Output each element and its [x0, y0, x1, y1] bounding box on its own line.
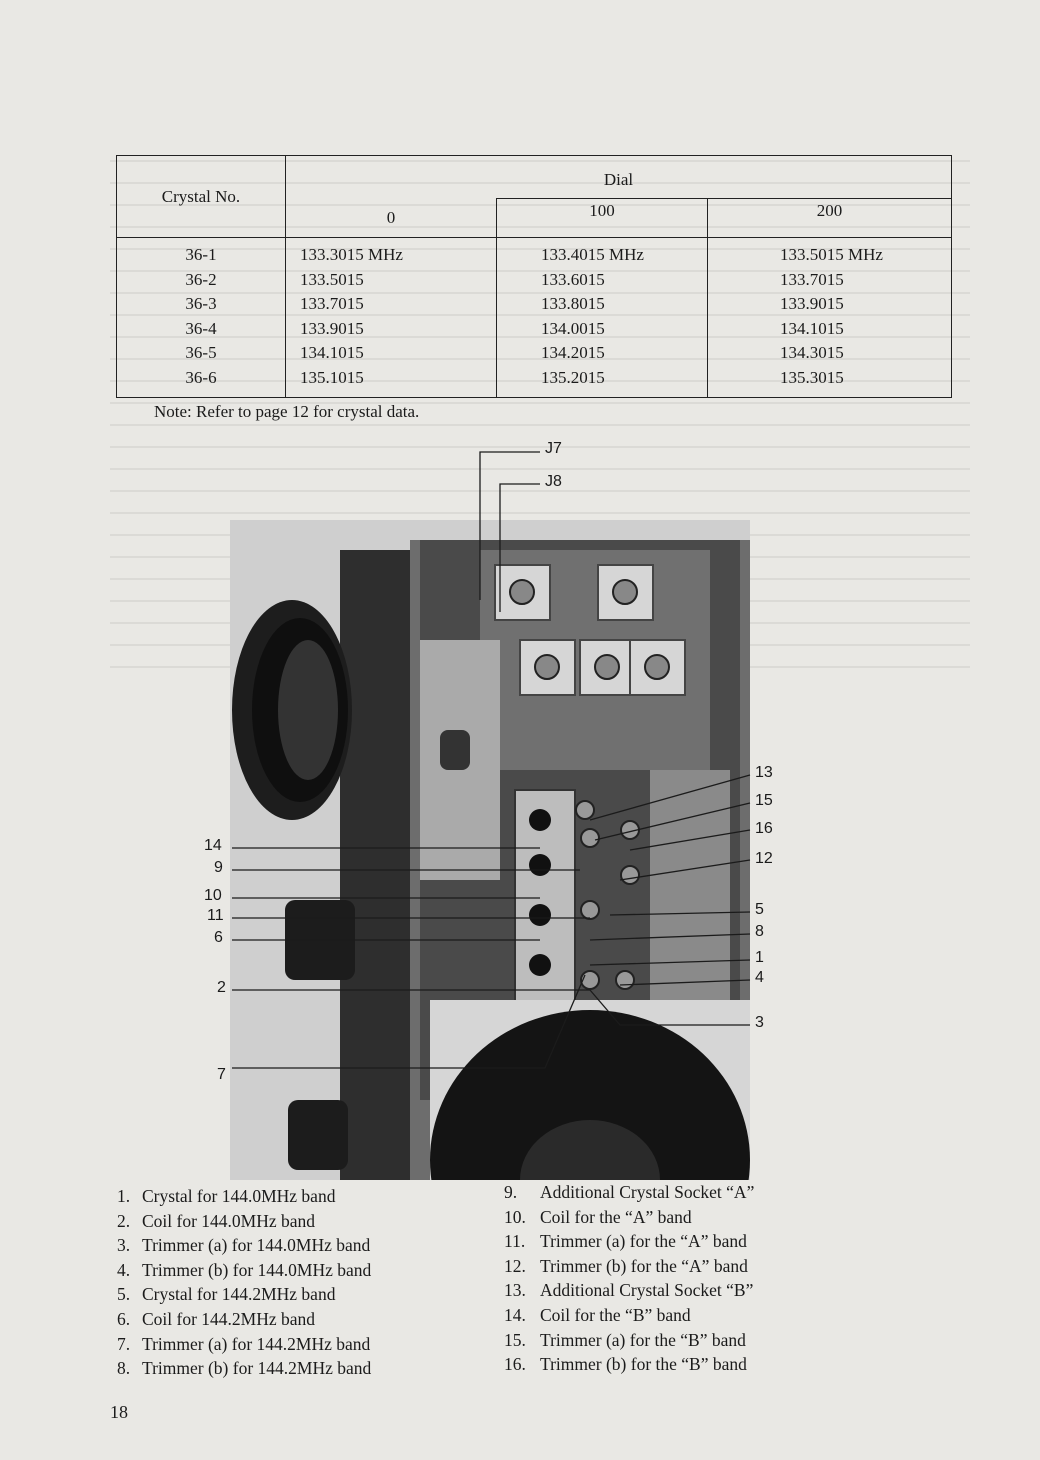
list-item: 9. Additional Crystal Socket “A”	[504, 1182, 755, 1202]
list-item: 6. Coil for 144.2MHz band	[117, 1308, 316, 1329]
main-tuning-knob	[232, 600, 352, 820]
table-cell: 133.6015	[541, 269, 605, 289]
table-cell: 135.3015	[780, 367, 844, 387]
crystal-header: Crystal No.	[117, 156, 286, 238]
list-item: 8. Trimmer (b) for 144.2MHz band	[117, 1358, 372, 1379]
label-8: 8	[755, 923, 764, 940]
table-cell: 36-2	[185, 269, 217, 289]
table-cell: 134.1015	[300, 343, 364, 362]
label-6: 6	[214, 929, 223, 946]
list-item: 2. Coil for 144.0MHz band	[117, 1210, 316, 1231]
crystal-number-column	[117, 238, 286, 398]
table-cell: 133.3015 MHz	[300, 245, 403, 264]
table-cell: 134.1015	[780, 318, 844, 338]
table-cell: 133.5015	[300, 269, 364, 289]
label-j8: J8	[545, 473, 562, 490]
table-cell: 36-3	[185, 294, 217, 313]
table-cell: 134.3015	[780, 343, 844, 362]
label-15: 15	[755, 792, 773, 809]
list-item: 4. Trimmer (b) for 144.0MHz band	[117, 1259, 372, 1280]
table-cell: 134.2015	[541, 343, 605, 362]
dial-200-column	[708, 238, 952, 398]
transceiver-interior-photo	[230, 520, 750, 1180]
table-cell: 135.2015	[541, 367, 605, 387]
label-13: 13	[755, 764, 773, 781]
label-4: 4	[755, 969, 764, 986]
list-item: 12. Trimmer (b) for the “A” band	[504, 1255, 748, 1276]
label-3: 3	[755, 1014, 764, 1031]
dial-0-column	[286, 238, 497, 398]
label-1: 1	[755, 949, 764, 966]
dial-col-100: 100	[497, 199, 708, 238]
table-cell: 133.9015	[300, 318, 364, 338]
table-cell: 133.7015	[780, 269, 844, 289]
parts-legend-left	[117, 1184, 371, 1381]
label-11: 11	[207, 907, 224, 924]
list-item: 7. Trimmer (a) for 144.2MHz band	[117, 1333, 371, 1354]
label-9: 9	[214, 859, 223, 876]
list-item: 10. Coil for the “A” band	[504, 1206, 692, 1227]
parts-legend-right	[504, 1180, 754, 1377]
label-10: 10	[204, 887, 222, 904]
list-item: 14. Coil for the “B” band	[504, 1304, 691, 1325]
table-cell: 133.9015	[780, 294, 844, 313]
table-cell: 36-4	[185, 318, 217, 338]
table-cell: 134.0015	[541, 318, 605, 338]
table-cell: 135.1015	[300, 367, 364, 387]
dial-col-0: 0	[286, 199, 497, 238]
dial-header: Dial	[286, 156, 952, 199]
table-cell: 133.4015 MHz	[541, 245, 644, 264]
crystal-frequency-table	[116, 155, 952, 398]
table-cell: 36-6	[185, 367, 217, 387]
page-number: 18	[110, 1402, 128, 1422]
dial-col-200: 200	[708, 199, 952, 238]
table-cell: 133.8015	[541, 294, 605, 313]
dial-100-column	[497, 238, 708, 398]
list-item: 16. Trimmer (b) for the “B” band	[504, 1354, 747, 1375]
list-item: 5. Crystal for 144.2MHz band	[117, 1284, 336, 1305]
label-2: 2	[217, 979, 226, 996]
label-14: 14	[204, 837, 222, 854]
list-item: 15. Trimmer (a) for the “B” band	[504, 1329, 746, 1350]
crystal-data-note: Note: Refer to page 12 for crystal data.	[154, 402, 420, 421]
table-cell: 36-5	[185, 343, 217, 362]
table-cell: 133.5015 MHz	[780, 245, 883, 264]
list-item: 1. Crystal for 144.0MHz band	[117, 1186, 336, 1206]
label-16: 16	[755, 820, 773, 837]
table-cell: 36-1	[185, 245, 217, 264]
label-j7: J7	[545, 440, 562, 457]
table-cell: 133.7015	[300, 294, 364, 313]
label-5: 5	[755, 901, 764, 918]
list-item: 3. Trimmer (a) for 144.0MHz band	[117, 1235, 371, 1256]
label-12: 12	[755, 850, 773, 867]
list-item: 11. Trimmer (a) for the “A” band	[504, 1231, 747, 1252]
label-7: 7	[217, 1066, 226, 1083]
list-item: 13. Additional Crystal Socket “B”	[504, 1280, 754, 1301]
